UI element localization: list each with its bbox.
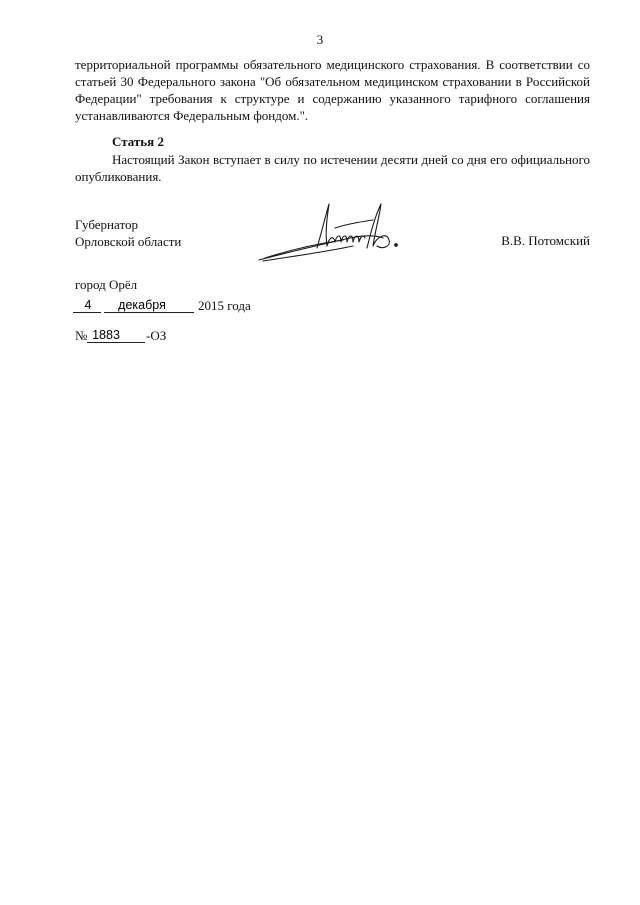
date-month: декабря [118, 298, 166, 312]
continued-paragraph [75, 56, 590, 124]
signatory-title: Губернатор [75, 217, 138, 232]
law-number-suffix: -ОЗ [146, 328, 167, 343]
paragraph-line: Настоящий Закон вступает в силу по истечении десяти дней со дня его официального [112, 152, 590, 167]
paragraph-line: устанавливаются Федеральным фондом.". [75, 108, 309, 123]
signatory-region: Орловской области [75, 234, 182, 249]
paragraph-line: статьей 30 Федерального закона "Об обязательном медицинском страховании в Российской [75, 74, 590, 89]
paragraph-line: Федерации" требования к структуре и содержанию указанного тарифного соглашения [75, 91, 590, 106]
law-number-underline [87, 342, 145, 343]
handwritten-signature [255, 198, 405, 270]
date-year: 2015 года [198, 298, 251, 313]
date-month-underline [104, 312, 194, 313]
date-day-underline [73, 312, 101, 313]
paragraph-line: опубликования. [75, 169, 162, 184]
page-number: 3 [316, 32, 324, 47]
signatory-name: В.В. Потомский [501, 233, 590, 248]
article-paragraph [75, 151, 590, 185]
article-heading: Статья 2 [112, 134, 164, 149]
paragraph-line: территориальной программы обязательного медицинского страхования. В соответствии со [75, 57, 590, 72]
date-day: 4 [84, 298, 92, 312]
law-number-line [75, 328, 275, 348]
law-number: 1883 [92, 328, 120, 342]
city-label: город Орёл [75, 277, 138, 292]
number-sign: № [75, 328, 88, 343]
date-line [75, 298, 375, 318]
